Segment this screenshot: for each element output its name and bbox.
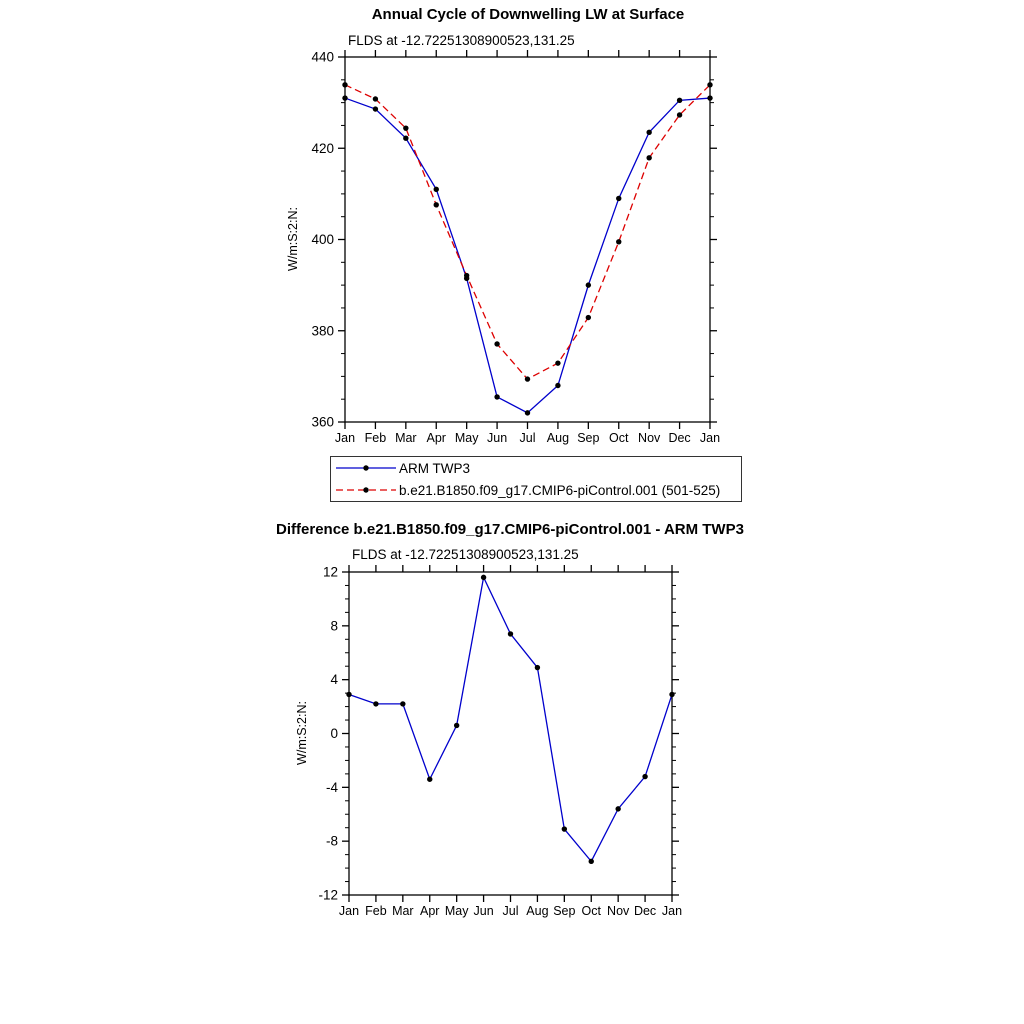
svg-text:Feb: Feb (364, 431, 387, 445)
svg-text:Oct: Oct (581, 904, 601, 918)
top-chart-plot (270, 40, 770, 455)
svg-text:-8: -8 (325, 833, 338, 849)
legend-entry (335, 457, 741, 479)
top-chart-subtitle: FLDS at -12.72251308900523,131.25 (348, 33, 575, 48)
svg-text:Jan: Jan (699, 431, 721, 445)
bottom-chart-title: Difference b.e21.B1850.f09_g17.CMIP6-piControl.001 - ARM TWP3 (276, 521, 744, 538)
svg-text:Aug: Aug (526, 904, 549, 918)
legend-line-sample (335, 460, 397, 476)
svg-text:8: 8 (330, 618, 338, 634)
legend-entry (335, 479, 741, 501)
svg-text:Sep: Sep (553, 904, 576, 918)
svg-text:Apr: Apr (420, 904, 440, 918)
top-chart-title: Annual Cycle of Downwelling LW at Surface (371, 6, 685, 23)
svg-text:Jan: Jan (338, 904, 360, 918)
svg-text:420: 420 (311, 140, 334, 156)
svg-text:Dec: Dec (633, 904, 657, 918)
svg-text:4: 4 (330, 672, 338, 688)
svg-text:Nov: Nov (638, 431, 661, 445)
svg-text:Mar: Mar (395, 431, 417, 445)
svg-text:May: May (454, 431, 479, 445)
svg-text:Mar: Mar (392, 904, 414, 918)
top-chart-yaxis-label: W/m:S:2:N: (286, 207, 300, 271)
bottom-chart-subtitle: FLDS at -12.72251308900523,131.25 (352, 547, 579, 562)
svg-text:Jan: Jan (661, 904, 683, 918)
svg-text:380: 380 (311, 323, 334, 339)
svg-text:Sep: Sep (577, 431, 600, 445)
bottom-chart-yaxis-label: W/m:S:2:N: (295, 701, 309, 765)
svg-text:Dec: Dec (668, 431, 691, 445)
legend-line-sample (335, 482, 397, 498)
svg-text:Feb: Feb (365, 904, 387, 918)
svg-text:Apr: Apr (426, 431, 446, 445)
svg-text:440: 440 (311, 49, 334, 65)
svg-text:Jan: Jan (334, 431, 356, 445)
svg-text:Aug: Aug (546, 431, 570, 445)
legend-label: b.e21.B1850.f09_g17.CMIP6-piControl.001 (501-525) (399, 482, 721, 498)
svg-text:Jul: Jul (502, 904, 519, 918)
svg-text:12: 12 (322, 564, 338, 580)
svg-text:-4: -4 (325, 779, 338, 795)
svg-text:0: 0 (330, 726, 338, 741)
svg-text:400: 400 (311, 232, 334, 247)
svg-text:Jun: Jun (487, 431, 508, 445)
svg-text:Nov: Nov (607, 904, 630, 918)
svg-text:360: 360 (311, 414, 334, 430)
svg-text:May: May (444, 904, 469, 918)
svg-text:-12: -12 (318, 887, 338, 903)
legend (330, 456, 742, 502)
svg-text:Jul: Jul (519, 431, 536, 445)
bottom-chart-plot (270, 552, 770, 927)
svg-text:Jun: Jun (473, 904, 494, 918)
legend-label: ARM TWP3 (399, 460, 471, 476)
svg-text:Oct: Oct (609, 431, 629, 445)
